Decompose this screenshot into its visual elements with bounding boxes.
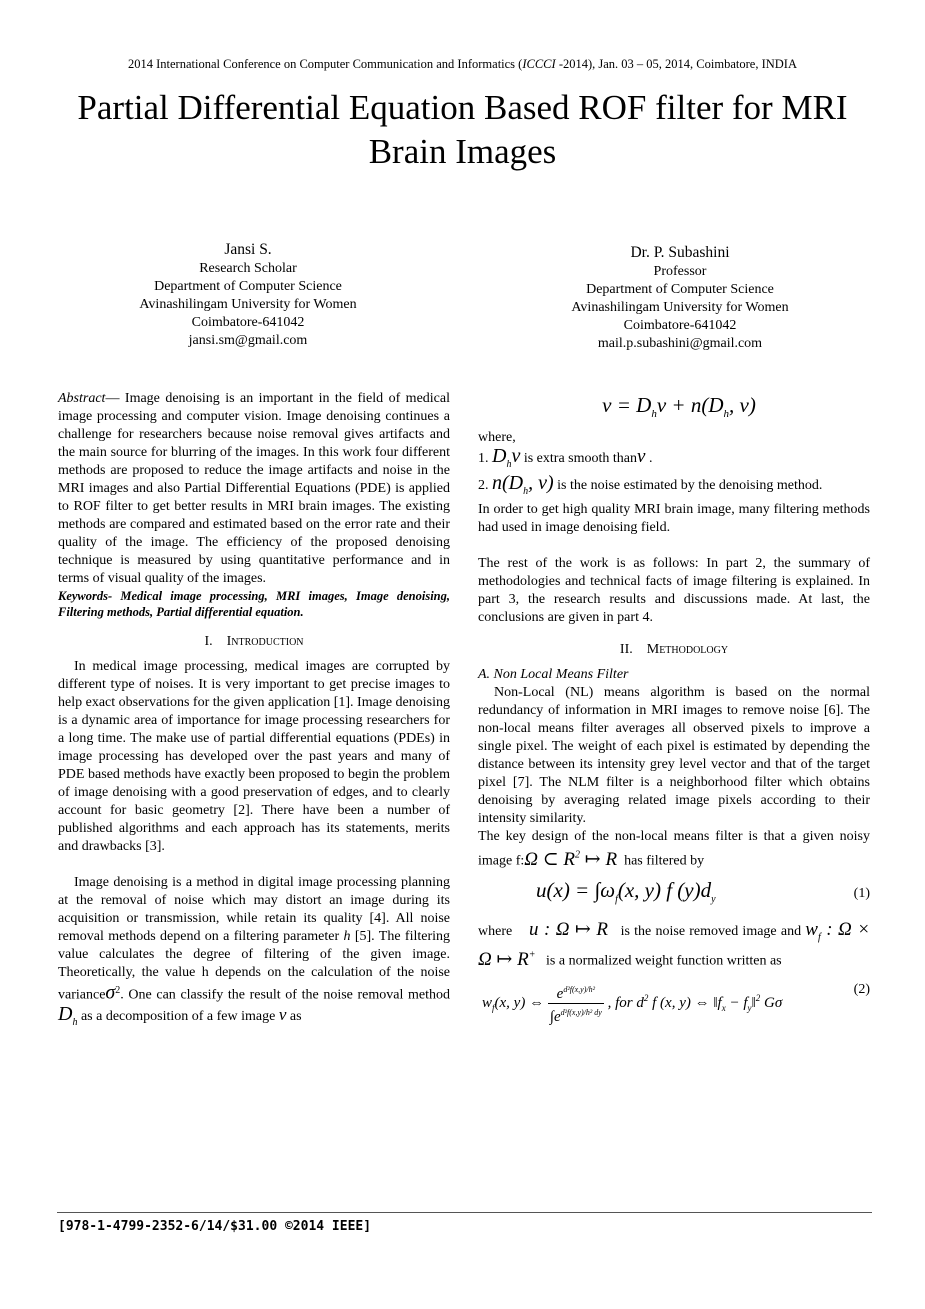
author-block-1	[98, 240, 398, 350]
author-email: jansi.sm@gmail.com	[188, 333, 308, 348]
author-role: Professor	[653, 264, 707, 279]
intro-paragraph-2: Image denoising is a method in digital image processing planning at the removal of noise which may distort an image during its acquisition or transmission, while retain its quality [4]. All noise removal methods depend on a filtering parameter h [5]. The filtering value calculates the degree of filtering of the given image. Theoretically, the value h depends on the calculation of the noise varianceσ$^2$. One can classify the result of the noise removal method $D_h$ as a decomposition of a few image ν as	[58, 875, 450, 1028]
author-name: Jansi S.	[224, 241, 272, 258]
intro-paragraph-1: In medical image processing, medical images are corrupted by different type of noises. It is very important to get precise images to help exact observations for the given application [1]. Image denoising is a dynamic area of importance for image processing researchers for a long time. The make use of partial differential equations (PDEs) in image processing has developed over the past years and many of PDE based methods have exactly been proposed to begin the problem of image denoising with a good preservation of edges, and to clearly account for basic geometry [2]. There have been a number of published algorithms and each approach has its statements, merits and drawbacks [3].	[58, 659, 450, 854]
author-univ: Avinashilingam University for Women	[139, 297, 357, 312]
equation-1-row	[478, 871, 870, 921]
list-item-1: 1. $D_h\nu$ is extra smooth thanν .	[478, 445, 653, 471]
author-block-2	[530, 243, 830, 353]
author-univ: Avinashilingam University for Women	[571, 300, 789, 315]
nl-paragraph-1: Non-Local (NL) means algorithm is based on the normal redundancy of information in MRI images to remove noise [6]. The non-local means filter averages all observed pixels to improve a single pixel. The weight of each pixel is estimated by depending the distance between its intensity grey level vector and that of the target pixel [7]. The NLM filter is a neighborhood filter which obtains denoising by averaging related image pixels according to their intensity similarity.	[478, 685, 870, 827]
copyright-footer: [978-1-4799-2352-6/14/$31.00 ©2014 IEEE]	[58, 1219, 372, 1234]
equation-decomposition: $v = D_h\nu + n(D_h$, ν)	[602, 393, 756, 421]
author-dept: Department of Computer Science	[154, 279, 342, 294]
footer-divider	[57, 1212, 872, 1213]
paragraph-order: In order to get high quality MRI brain image, many filtering methods had used in image denoising field.	[478, 502, 870, 536]
equation-2: $w_f(x$, y) ⇔ $\frac{e^{d^2f(x,y)/h^2}}{\int e^{d^2f(x,y)/h^2 dy}}$ , for $d^2$ f (x, y) ⇔ $‖f_x$ − $f_y‖^2$ Gσ	[482, 981, 782, 1026]
section-heading-intro: I. Introduction	[204, 634, 304, 649]
conference-header: 2014 International Conference on Computer Communication and Informatics (ICCCI -2014), Jan. 03 – 05, 2014, Coimbatore, INDIA	[128, 57, 797, 71]
author-dept: Department of Computer Science	[586, 282, 774, 297]
author-role: Research Scholar	[199, 261, 297, 276]
list-item-2: 2. $n(D_h$, ν) is the noise estimated by the denoising method.	[478, 472, 823, 498]
where-paragraph: where u : Ω ↦ R is the noise removed image and $w_f$ : Ω × Ω ↦ R+ is a normalized weight function written as	[478, 918, 871, 970]
nl-paragraph-2: The key design of the non-local means filter is that a given noisy image f:Ω ⊂ $R^2$ ↦ R has filtered by	[478, 829, 870, 870]
author-city: Coimbatore-641042	[191, 315, 305, 330]
section-heading-methodology: II. Methodology	[619, 642, 729, 658]
right-column	[478, 390, 870, 1051]
where-label: where,	[478, 430, 516, 446]
equation-1: $u(x) = \int\omega_f(x$, y) f $(y)d_y$	[536, 877, 716, 905]
equation-2-row	[478, 981, 870, 1051]
subsection-heading: A. Non Local Means Filter	[478, 667, 629, 683]
author-email: mail.p.subashini@gmail.com	[597, 336, 763, 351]
equation-number: (2)	[853, 981, 870, 997]
left-column	[58, 390, 450, 1032]
paragraph-rest: The rest of the work is as follows: In part 2, the summary of methodologies and technical facts of image filtering is explained. In part 3, the research results and discussions made. At last, the conclusions are given in part 4.	[478, 556, 870, 626]
paper-title: Partial Differential Equation Based ROF filter for MRI Brain Images	[77, 88, 848, 171]
keywords: Keywords- Medical image processing, MRI images, Image denoising, Filtering methods, Partial differential equation.	[58, 589, 450, 619]
author-city: Coimbatore-641042	[623, 318, 737, 333]
author-name: Dr. P. Subashini	[630, 244, 730, 261]
equation-number: (1)	[853, 885, 870, 901]
abstract: Abstract— Image denoising is an important in the field of medical image processing and computer vision. Image denoising continues a challenge for researchers because noise removal gives artifacts and the main source for blurring of the images. In this work four different methods are proposed to reduce the image artifacts and noise in the MRI images and also Partial Differential Equations (PDE) is applied to ROF filter to get better results in MRI brain images. The existing methods are compared and estimated based on the error rate and their quality of the image. The efficiency of the proposed denoising technique is measured by using quantitative performance and in terms of visual quality of the images.	[58, 391, 450, 586]
